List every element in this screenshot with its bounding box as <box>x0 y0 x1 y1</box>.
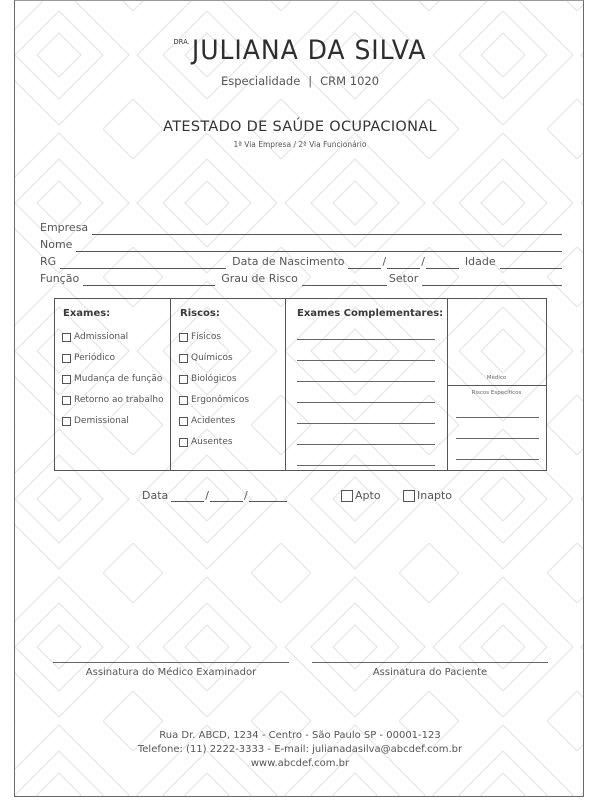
field-label: Nome <box>40 238 73 251</box>
checkbox-ergonomicos[interactable] <box>179 395 249 405</box>
checkbox-icon[interactable] <box>179 333 188 342</box>
birth-day-line[interactable] <box>348 258 381 269</box>
patient-signature-label: Assinatura do Paciente <box>372 667 488 678</box>
checkbox-fisicos[interactable] <box>179 332 221 342</box>
date-day-line[interactable] <box>171 491 204 502</box>
checkbox-icon[interactable] <box>179 375 188 384</box>
slash: / <box>205 489 209 502</box>
checkbox-icon[interactable] <box>62 396 71 405</box>
complementar-line[interactable] <box>297 402 435 403</box>
empresa-input-line[interactable] <box>92 224 562 235</box>
checkbox-icon[interactable] <box>62 375 71 384</box>
checkbox-label: Químicos <box>191 353 233 363</box>
doctor-name <box>35 35 565 66</box>
birth-year-line[interactable] <box>426 258 459 269</box>
exames-title: Exames: <box>63 308 111 319</box>
date-month-line[interactable] <box>210 491 243 502</box>
patient-signature-line[interactable] <box>312 662 548 663</box>
checkbox-label: Admissional <box>74 332 129 342</box>
checkbox-icon[interactable] <box>179 417 188 426</box>
complementar-line[interactable] <box>297 444 435 445</box>
checkbox-icon[interactable] <box>179 354 188 363</box>
checkbox-periodico[interactable] <box>62 353 115 363</box>
footer-website: www.abcdef.com.br <box>250 758 350 769</box>
footer-contact: Telefone: (11) 2222-3333 - E-mail: julianadasilva@abcdef.com.br <box>137 744 463 755</box>
field-empresa[interactable] <box>40 221 562 235</box>
riscos-especificos-line[interactable] <box>456 459 539 460</box>
checkbox-label: Periódico <box>74 353 116 363</box>
checkbox-icon[interactable] <box>62 333 71 342</box>
grau-risco-input-line[interactable] <box>302 275 387 286</box>
checkbox-ausentes[interactable] <box>179 437 233 447</box>
rg-input-line[interactable] <box>60 258 226 269</box>
doctor-title-prefix: DRA. <box>173 38 190 46</box>
checkbox-label: Retorno ao trabalho <box>74 395 164 405</box>
divider <box>285 299 286 470</box>
checkbox-icon[interactable] <box>62 417 71 426</box>
checkbox-icon[interactable] <box>62 354 71 363</box>
field-label: Grau de Risco <box>221 272 298 285</box>
checkbox-acidentes[interactable] <box>179 416 235 426</box>
field-row-rg-nascimento <box>40 255 562 269</box>
date-year-line[interactable] <box>249 491 287 502</box>
checkbox-label: Biológicos <box>191 374 237 384</box>
complementar-line[interactable] <box>297 339 435 340</box>
divider <box>447 385 546 386</box>
date-label: Data <box>142 489 169 502</box>
date-field <box>142 489 287 502</box>
complementar-line[interactable] <box>297 423 435 424</box>
document-page <box>14 0 584 797</box>
checkbox-quimicos[interactable] <box>179 353 233 363</box>
checkbox-label: Apto <box>355 489 381 502</box>
field-label: Idade <box>464 255 496 268</box>
checkbox-mudanca-funcao[interactable] <box>62 374 162 384</box>
birth-month-line[interactable] <box>387 258 420 269</box>
medico-label: Médico <box>486 375 507 381</box>
checkbox-icon[interactable] <box>179 438 188 447</box>
riscos-especificos-line[interactable] <box>456 438 539 439</box>
checkbox-label: Demissional <box>74 416 129 426</box>
riscos-title: Riscos: <box>180 308 220 319</box>
checkbox-apto[interactable] <box>341 489 381 502</box>
doctor-signature-line[interactable] <box>53 662 289 663</box>
nome-input-line[interactable] <box>76 241 562 252</box>
riscos-especificos-line[interactable] <box>456 417 539 418</box>
field-label: RG <box>40 255 57 268</box>
checkbox-biologicos[interactable] <box>179 374 237 384</box>
divider <box>170 299 171 470</box>
slash: / <box>421 255 425 268</box>
field-label: Setor <box>388 272 419 285</box>
document-subtitle: 1ª Via Empresa / 2ª Via Funcionário <box>233 140 367 149</box>
field-nome[interactable] <box>40 238 562 252</box>
exames-complementares-title: Exames Complementares: <box>297 308 444 319</box>
checkbox-label: Ausentes <box>191 437 233 447</box>
checkbox-icon[interactable] <box>179 396 188 405</box>
checkbox-retorno-trabalho[interactable] <box>62 395 164 405</box>
idade-input-line[interactable] <box>500 258 562 269</box>
checkbox-label: Ergonômicos <box>191 395 250 405</box>
doctor-name-text: JULIANA DA SILVA <box>191 35 427 66</box>
checkbox-icon[interactable] <box>403 490 415 502</box>
exam-table <box>54 298 547 471</box>
field-label: Empresa <box>40 221 89 234</box>
complementar-line[interactable] <box>297 465 435 466</box>
specialty-line <box>15 74 584 88</box>
slash: / <box>382 255 387 268</box>
checkbox-label: Acidentes <box>191 416 236 426</box>
slash: / <box>243 489 248 502</box>
crm: CRM 1020 <box>320 74 380 88</box>
checkbox-admissional[interactable] <box>62 332 128 342</box>
checkbox-icon[interactable] <box>341 490 353 502</box>
specialty: Especialidade <box>220 74 301 88</box>
checkbox-demissional[interactable] <box>62 416 129 426</box>
field-label: Função <box>40 272 80 285</box>
setor-input-line[interactable] <box>422 275 562 286</box>
complementar-line[interactable] <box>297 381 435 382</box>
footer-address: Rua Dr. ABCD, 1234 - Centro - São Paulo SP - 00001-123 <box>159 730 441 741</box>
checkbox-label: Inapto <box>417 489 452 502</box>
complementar-line[interactable] <box>297 360 435 361</box>
checkbox-label: Físicos <box>191 332 222 342</box>
field-label: Data de Nascimento <box>232 255 345 268</box>
document-title: ATESTADO DE SAÚDE OCUPACIONAL <box>163 119 437 135</box>
checkbox-inapto[interactable] <box>403 489 452 502</box>
riscos-especificos-label: Riscos Específicos <box>471 390 522 396</box>
field-row-funcao <box>40 272 562 286</box>
checkbox-label: Mudança de função <box>74 374 163 384</box>
doctor-signature-label: Assinatura do Médico Examinador <box>85 667 257 678</box>
funcao-input-line[interactable] <box>83 275 215 286</box>
separator: | <box>308 74 313 88</box>
